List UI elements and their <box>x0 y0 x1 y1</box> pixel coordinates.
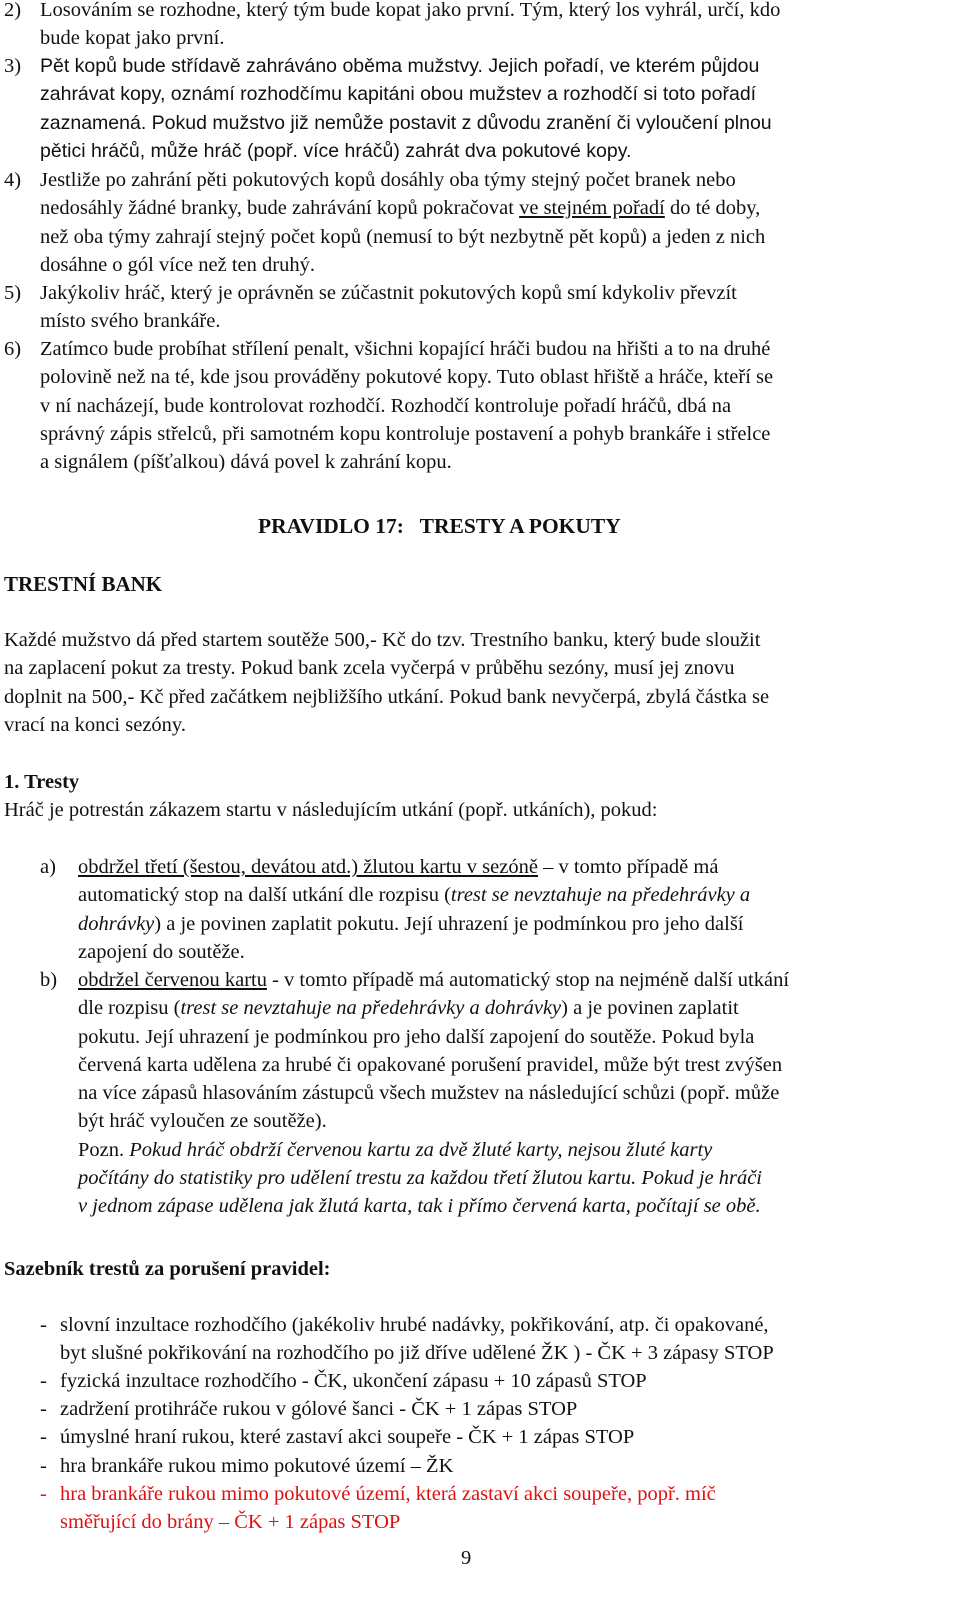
rule-heading: PRAVIDLO 17: TRESTY A POKUTY <box>258 514 621 538</box>
item-2-number: 2) <box>4 0 22 21</box>
text-line: v ní nacházejí, bude kontrolovat rozhodčí. Rozhodčí kontroluje pořadí hráčů, dbá na <box>40 394 732 417</box>
text-line: Jakýkoliv hráč, který je oprávněn se zúčastnit pokutových kopů smí kdykoliv převzít <box>40 282 737 304</box>
text-line: hra brankáře rukou mimo pokutové území, která zastaví akci soupeře, popř. míč <box>60 1483 716 1505</box>
item-5-text <box>40 279 934 336</box>
text-line <box>78 966 934 994</box>
sazebnik-heading: Sazebník trestů za porušení pravidel: <box>4 1258 331 1280</box>
text-line: červená karta udělena za hrubé či opakované porušení pravidel, může být trest zvýšen <box>78 1053 783 1076</box>
list-dash: - <box>40 1314 47 1336</box>
bank-heading: TRESTNÍ BANK <box>4 572 163 596</box>
text-line <box>40 194 934 222</box>
text-line: slovní inzultace rozhodčího (jakékoliv hrubé nadávky, pokřikování, atp. či opakované, <box>60 1314 769 1336</box>
list-item: úmyslné hraní rukou, které zastaví akci soupeře - ČK + 1 zápas STOP <box>60 1426 635 1448</box>
text-line: na zaplacení pokut za tresty. Pokud bank zcela vyčerpá v průběhu sezóny, musí jej znovu <box>4 657 735 680</box>
text-line: bude kopat jako první. <box>40 27 225 50</box>
tresty-intro: Hráč je potrestán zákazem startu v následujícím utkání (popř. utkáních), pokud: <box>4 799 658 821</box>
underlined-phrase: obdržel červenou kartu <box>78 969 267 991</box>
page-number: 9 <box>461 1547 472 1569</box>
text-line: pokutu. Její uhrazení je podmínkou pro jeho další zapojení do soutěže. Pokud byla <box>78 1025 755 1048</box>
list-item: hra brankáře rukou mimo pokutové území – ŽK <box>60 1455 454 1477</box>
underlined-phrase: ve stejném pořadí <box>519 197 665 220</box>
item-4-text <box>40 166 934 279</box>
text-line: zaznamená. Pokud mužstvo již nemůže postavit z důvodu zranění či vyloučení plnou <box>40 111 772 134</box>
text-line <box>78 881 934 909</box>
text-line <box>78 1136 934 1164</box>
text-segment: ) a je povinen zaplatit pokutu. Její uhrazení je podmínkou pro jeho další <box>154 912 744 935</box>
text-line: pětici hráčů, může hráč (popř. více hráčů) zahrát dva pokutové kopy. <box>40 139 632 162</box>
text-segment: automatický stop na další utkání dle rozpisu ( <box>78 884 451 907</box>
list-item: fyzická inzultace rozhodčího - ČK, ukončení zápasu + 10 zápasů STOP <box>60 1370 647 1392</box>
italic-phrase: dohrávky <box>78 912 155 935</box>
text-segment: - v tomto případě má automatický stop na nejméně další utkání <box>266 969 790 991</box>
text-segment: nedosáhly žádné branky, bude zahrávání kopů pokračovat <box>40 197 520 220</box>
list-item: zadržení protihráče rukou v gólové šanci - ČK + 1 zápas STOP <box>60 1398 578 1420</box>
tresty-heading: 1. Tresty <box>4 771 80 793</box>
text-line: doplnit na 500,- Kč před začátkem nejbližšího utkání. Pokud bank nevyčerpá, zbylá částka se <box>4 685 770 708</box>
text-segment: dle rozpisu ( <box>78 997 181 1020</box>
italic-phrase: trest se nevztahuje na předehrávky a dohrávky <box>180 997 562 1020</box>
text-line: Zatímco bude probíhat střílení penalt, všichni kopající hráči budou na hřišti a to na druhé <box>40 338 771 360</box>
bank-paragraph <box>4 626 934 739</box>
item-5-number: 5) <box>4 282 22 304</box>
text-line: zapojení do soutěže. <box>78 940 245 963</box>
text-line <box>78 853 934 881</box>
text-line: zahrávat kopy, oznámí rozhodčímu kapitáni obou mužstev a rozhodčí si toto pořadí <box>40 83 757 106</box>
text-line: Každé mužstvo dá před startem soutěže 500,- Kč do tzv. Trestního banku, který bude sloužit <box>4 629 761 651</box>
list-dash: - <box>40 1483 47 1505</box>
text-segment: – v tomto případě má <box>537 856 719 878</box>
item-3-text <box>40 52 934 165</box>
italic-phrase: Pokud hráč obdrží červenou kartu za dvě žluté karty, nejsou žluté karty <box>124 1138 713 1161</box>
text-line <box>78 910 934 938</box>
text-segment: do té doby, <box>664 197 761 220</box>
text-line: Pět kopů bude střídavě zahráváno oběma mužstvy. Jejich pořadí, ve kterém půjdou <box>40 55 760 77</box>
item-a-label: a) <box>40 856 56 878</box>
list-dash: - <box>40 1426 47 1448</box>
text-line: počítány do statistiky pro udělení trestu za každou třetí žlutou kartu. Pokud je hráči <box>78 1167 763 1190</box>
text-line: na více zápasů hlasováním zástupců všech mužstev na následující schůzi (popř. může <box>78 1082 780 1105</box>
text-line: než oba týmy zahrají stejný počet kopů (nemusí to být nezbytně pět kopů) a jeden z nich <box>40 225 766 248</box>
item-2-text <box>40 0 934 53</box>
list-item <box>60 1311 934 1368</box>
text-line: místo svého brankáře. <box>40 310 221 333</box>
text-line: správný zápis střelců, při samotném kopu kontroluje postavení a pohyb brankáře i střelce <box>40 422 771 445</box>
text-line: v jednom zápase udělena jak žlutá karta, tak i přímo červená karta, počítají se obě. <box>78 1195 761 1218</box>
text-line: Losováním se rozhodne, který tým bude kopat jako první. Tým, který los vyhrál, určí, kdo <box>40 0 781 21</box>
text-line: polovině než na té, kde jsou prováděny pokutové kopy. Tuto oblast hřiště a hráče, kteří se <box>40 366 774 389</box>
text-line: směřující do brány – ČK + 1 zápas STOP <box>60 1511 401 1534</box>
item-b-label: b) <box>40 969 58 991</box>
item-a-text <box>78 853 934 966</box>
list-dash: - <box>40 1455 47 1477</box>
text-line <box>78 994 934 1022</box>
text-segment: ) a je povinen zaplatit <box>561 997 739 1020</box>
note-label: Pozn. <box>78 1138 125 1161</box>
text-line: Jestliže po zahrání pěti pokutových kopů dosáhly oba týmy stejný počet branek nebo <box>40 169 736 191</box>
text-line: být hráč vyloučen ze soutěže). <box>78 1110 327 1133</box>
item-4-number: 4) <box>4 169 22 191</box>
list-dash: - <box>40 1370 47 1392</box>
text-line: byt slušné pokřikování na rozhodčího po již dříve udělené ŽK ) - ČK + 3 zápasy STOP <box>60 1342 774 1365</box>
list-item-highlighted <box>60 1480 934 1537</box>
item-6-text <box>40 335 934 476</box>
text-line: vrací na konci sezóny. <box>4 713 186 736</box>
item-3-number: 3) <box>4 55 22 77</box>
italic-phrase: trest se nevztahuje na předehrávky a <box>450 884 751 907</box>
item-6-number: 6) <box>4 338 22 360</box>
list-dash: - <box>40 1398 47 1420</box>
text-line: a signálem (píšťalkou) dává povel k zahrání kopu. <box>40 451 452 474</box>
underlined-phrase: obdržel třetí (šestou, devátou atd.) žlutou kartu v sezóně <box>78 856 538 878</box>
item-b-text <box>78 966 934 1221</box>
text-line: dosáhne o gól více než ten druhý. <box>40 253 315 276</box>
